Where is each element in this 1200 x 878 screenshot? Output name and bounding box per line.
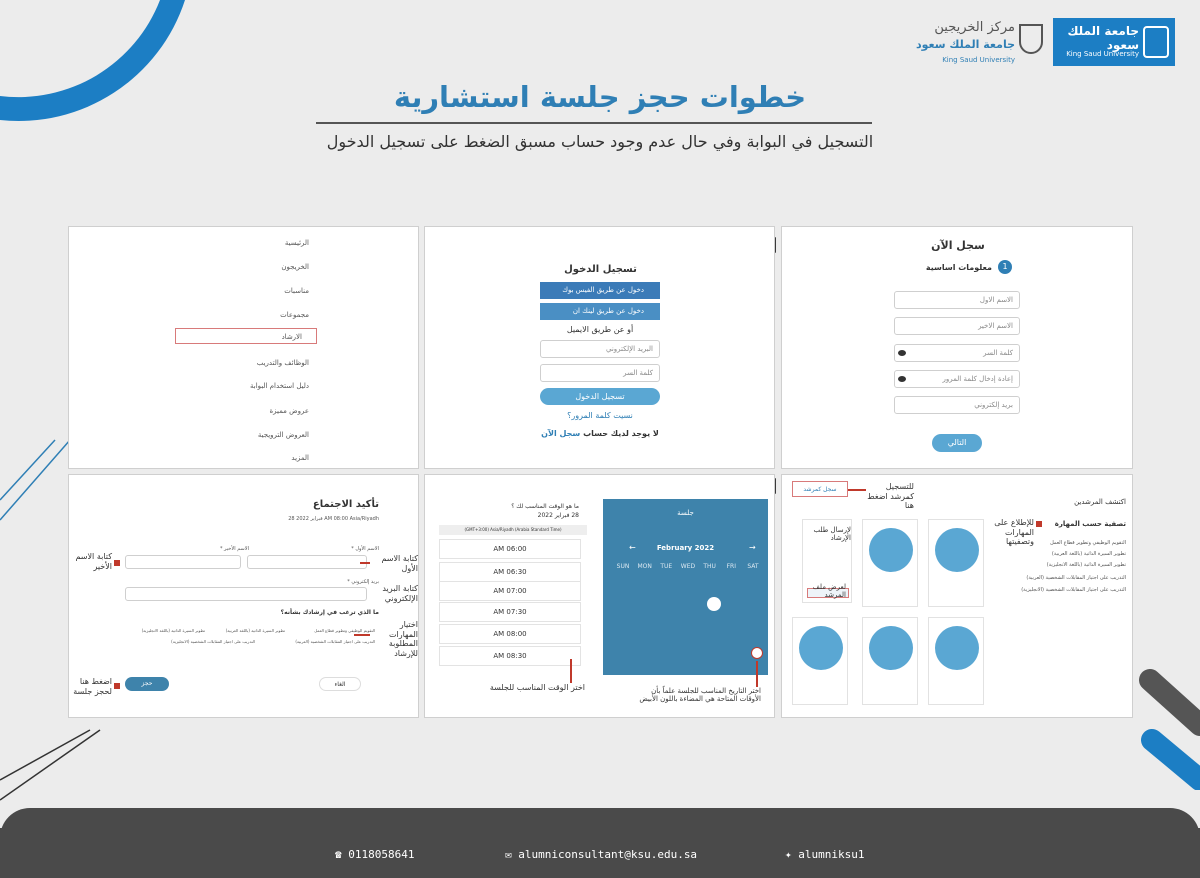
graduation-cap-icon	[1019, 24, 1043, 54]
first-name-field[interactable]: الاسم الاول	[894, 291, 1020, 309]
login-title: تسجيل الدخول	[564, 264, 637, 275]
skill-filter-label: تصفية حسب المهارة	[1054, 520, 1126, 528]
weekday: SUN	[616, 563, 630, 570]
facebook-login-button[interactable]	[540, 282, 660, 299]
register-mentor-button[interactable]: سجل كمرشد	[792, 481, 848, 497]
page-title: خطوات حجز جلسة استشارية	[393, 80, 807, 114]
time-question: ما هو الوقت المناسب لك ؟	[511, 503, 579, 510]
confirm-password-field[interactable]: إعادة إدخال كلمة المرور	[894, 370, 1020, 388]
note-email: كتابة البريد الإلكتروني	[382, 584, 418, 603]
time-slot[interactable]: AM 06:00	[439, 539, 581, 559]
twitter-contact[interactable]	[785, 848, 864, 861]
avatar	[935, 528, 979, 572]
cancel-button[interactable]: الغاء	[319, 677, 361, 691]
note-skills: للإطلاع على المهارات وتصفيتها	[994, 518, 1034, 547]
calendar-widget	[603, 499, 768, 675]
timezone-select[interactable]: (GMT+3:00) Asia/Riyadh (Arabia Standard Time)	[439, 525, 587, 535]
skill-checkbox[interactable]: تطوير السيرة الذاتية (باللغة الانجليزية)	[141, 628, 205, 633]
step-number-badge: 1	[998, 260, 1012, 274]
ksu-logo-ar: جامعة الملك سعود	[1067, 24, 1139, 52]
time-slot[interactable]: AM 07:00	[439, 581, 581, 601]
avatar	[935, 626, 979, 670]
note-register-mentor: للتسجيل كمرشد اضغط هنا	[867, 482, 914, 511]
weekday: FRI	[726, 563, 736, 570]
last-name-field[interactable]: الاسم الاخير	[894, 317, 1020, 335]
menu-item-home[interactable]: الرئيسية	[284, 239, 309, 247]
step-label: معلومات اساسية	[925, 263, 992, 272]
skill-item[interactable]: التقويم الوظيفي وتطوير قطاع العمل	[1050, 540, 1126, 546]
register-title: سجل الآن	[931, 239, 985, 252]
weekday: MON	[637, 563, 652, 570]
login-email-field[interactable]: البريد الإلكتروني	[540, 340, 660, 358]
time-slot[interactable]: AM 06:30	[439, 562, 581, 582]
phone-number: 0118058641	[348, 848, 415, 861]
menu-item-offers[interactable]: عروض مميزة	[269, 407, 309, 415]
calendar-header: جلسة	[677, 509, 694, 517]
skill-checkbox[interactable]: التقويم الوظيفي وتطوير قطاع العمل	[314, 628, 375, 633]
time-slot[interactable]: AM 08:00	[439, 624, 581, 644]
mentoring-question: ما الذي ترغب في إرشادك بشأنه؟	[280, 609, 379, 616]
alumni-logo-ar: مركز الخريجين	[934, 20, 1015, 35]
email-contact[interactable]	[505, 848, 697, 861]
facebook-label: دخول عن طريق الفيس بوك	[562, 286, 644, 294]
available-date[interactable]	[751, 647, 763, 659]
eye-icon[interactable]	[898, 376, 906, 382]
avatar	[869, 626, 913, 670]
menu-item-more[interactable]: المزيد	[291, 454, 309, 462]
confirm-email-input[interactable]	[125, 587, 367, 601]
ksu-emblem-icon	[1143, 26, 1169, 58]
weekday-row	[613, 563, 763, 570]
skill-item[interactable]: تطوير السيرة الذاتية (باللغة الانجليزية)	[1046, 562, 1126, 568]
register-prompt	[520, 429, 680, 438]
email-address: alumniconsultant@ksu.edu.sa	[518, 848, 698, 861]
weekday: SAT	[747, 563, 759, 570]
register-now-link[interactable]: سجل الآن	[541, 429, 581, 438]
email-field[interactable]: بريد إلكتروني	[894, 396, 1020, 414]
panel-confirm	[68, 474, 419, 718]
twitter-handle: alumniksu1	[798, 848, 865, 861]
mentor-card[interactable]	[928, 617, 984, 705]
first-name-label: الاسم الأول *	[351, 546, 379, 552]
menu-item-events[interactable]: مناسبات	[284, 287, 309, 295]
skill-item[interactable]: التدريب على اجتياز المقابلات الشخصية (الانجليزية)	[1021, 587, 1126, 593]
mentor-card[interactable]	[862, 519, 918, 607]
footer-bar	[0, 828, 1200, 878]
title-divider	[316, 122, 872, 124]
login-button[interactable]: تسجيل الدخول	[540, 388, 660, 405]
next-button[interactable]: التالي	[932, 434, 982, 452]
panel-register	[781, 226, 1133, 469]
month-label: February 2022	[656, 544, 715, 552]
last-name-input[interactable]	[125, 555, 241, 569]
note-time: اختر الوقت المناسب للجلسة	[489, 683, 585, 692]
eye-icon[interactable]	[898, 350, 906, 356]
pointer-dot	[1036, 521, 1042, 527]
time-slot[interactable]: AM 07:30	[439, 602, 581, 622]
mentor-card[interactable]	[862, 617, 918, 705]
panel-menu	[68, 226, 419, 469]
alumni-center-logo	[895, 18, 1045, 68]
note-date: اختر التاريخ المناسب للجلسة علماً بأن الأوقات المتاحة هي المضاءة باللون الأبيض	[639, 687, 761, 704]
skill-item[interactable]: تطوير السيرة الذاتية (باللغة العربية)	[1051, 551, 1126, 557]
mentor-card[interactable]	[928, 519, 984, 607]
ksu-logo-en: King Saud University	[1066, 50, 1139, 58]
avatar	[869, 528, 913, 572]
phone-icon: ☎	[335, 848, 342, 861]
skill-checkbox[interactable]: التدريب على اجتياز المقابلات الشخصية (الانجليزية)	[171, 639, 255, 644]
pointer-line	[354, 634, 370, 636]
or-email-label: أو عن طريق الايميل	[566, 325, 634, 334]
weekday: TUE	[660, 563, 673, 570]
right-bars-decoration	[1130, 660, 1200, 790]
note-first-name: كتابة الاسم الأول	[381, 554, 418, 573]
mail-icon: ✉	[505, 848, 512, 861]
skill-item[interactable]: التدريب على اجتياز المقابلات الشخصية (العربية)	[1026, 575, 1126, 581]
note-book: اضغط هنا لحجز جلسة	[73, 677, 112, 696]
footer-curve	[0, 808, 1200, 838]
selected-date[interactable]	[707, 597, 721, 611]
confirm-datetime: 28 فبراير 2022 AM 08:00 Asia/Riyadh	[288, 516, 379, 522]
menu-item-groups[interactable]: مجموعات	[280, 311, 309, 319]
password-field[interactable]: كلمة السر	[894, 344, 1020, 362]
corner-arc-decoration	[0, 0, 200, 140]
time-slot[interactable]: AM 08:30	[439, 646, 581, 666]
confirm-title: تأكيد الاجتماع	[312, 499, 379, 510]
menu-item-alumni[interactable]: الخريجون	[281, 263, 309, 271]
ksu-logo	[1053, 18, 1175, 66]
weekday: THU	[703, 563, 716, 570]
alumni-logo-en: King Saud University	[942, 56, 1015, 64]
last-name-label: الاسم الأخير *	[219, 546, 249, 552]
note-request: لإرسال طلب الإرشاد	[813, 526, 851, 543]
forgot-password-link[interactable]: نسيت كلمة المرور؟	[567, 411, 633, 420]
login-password-field[interactable]: كلمة السر	[540, 364, 660, 382]
pointer-line	[570, 659, 572, 683]
menu-item-guide[interactable]: دليل استخدام البوابة	[250, 382, 309, 390]
no-account-text: لا يوجد لديك حساب	[583, 429, 659, 438]
mentors-heading: اكتشف المرشدين	[1074, 498, 1126, 506]
skill-checkbox[interactable]: تطوير السيرة الذاتية (باللغة العربية)	[225, 628, 285, 633]
panel-calendar	[424, 474, 775, 718]
menu-item-jobs[interactable]: الوظائف والتدريب	[256, 359, 309, 367]
book-button[interactable]: حجز	[125, 677, 169, 691]
first-name-input[interactable]	[247, 555, 367, 569]
menu-item-mentoring[interactable]: الارشاد	[175, 328, 317, 344]
linkedin-login-button[interactable]	[540, 303, 660, 320]
avatar	[799, 626, 843, 670]
pointer-line	[848, 489, 866, 491]
prev-month-icon[interactable]: ←	[629, 543, 636, 552]
weekday: WED	[680, 563, 696, 570]
note-profile: لعرض ملف المرشد	[812, 583, 846, 600]
linkedin-label: دخول عن طريق لينك ان	[572, 307, 644, 315]
twitter-icon: ✦	[785, 848, 792, 861]
mentor-card[interactable]	[792, 617, 848, 705]
note-last-name: كتابة الاسم الأخير	[75, 552, 112, 571]
phone-contact[interactable]	[335, 848, 414, 861]
skill-checkbox[interactable]: التدريب على اجتياز المقابلات الشخصية (العربية)	[295, 639, 375, 644]
pointer-dot	[114, 560, 120, 566]
panel-mentors	[781, 474, 1133, 718]
note-skills-select: اختيار المهارات المطلوبة للإرشاد	[388, 620, 418, 658]
selected-date-label: 28 فبراير 2022	[537, 512, 579, 519]
pointer-line	[756, 661, 758, 687]
pointer-line	[360, 562, 370, 564]
menu-item-promotions[interactable]: العروض الترويجية	[257, 431, 309, 439]
alumni-logo-ar2: جامعة الملك سعود	[916, 38, 1015, 51]
next-month-icon[interactable]: →	[749, 543, 756, 552]
page-subtitle: التسجيل في البوابة وفي حال عدم وجود حساب مسبق الضغط على تسجيل الدخول	[326, 132, 874, 151]
pointer-dot	[114, 683, 120, 689]
panel-login	[424, 226, 775, 469]
email-label: بريد إلكتروني *	[347, 579, 379, 585]
